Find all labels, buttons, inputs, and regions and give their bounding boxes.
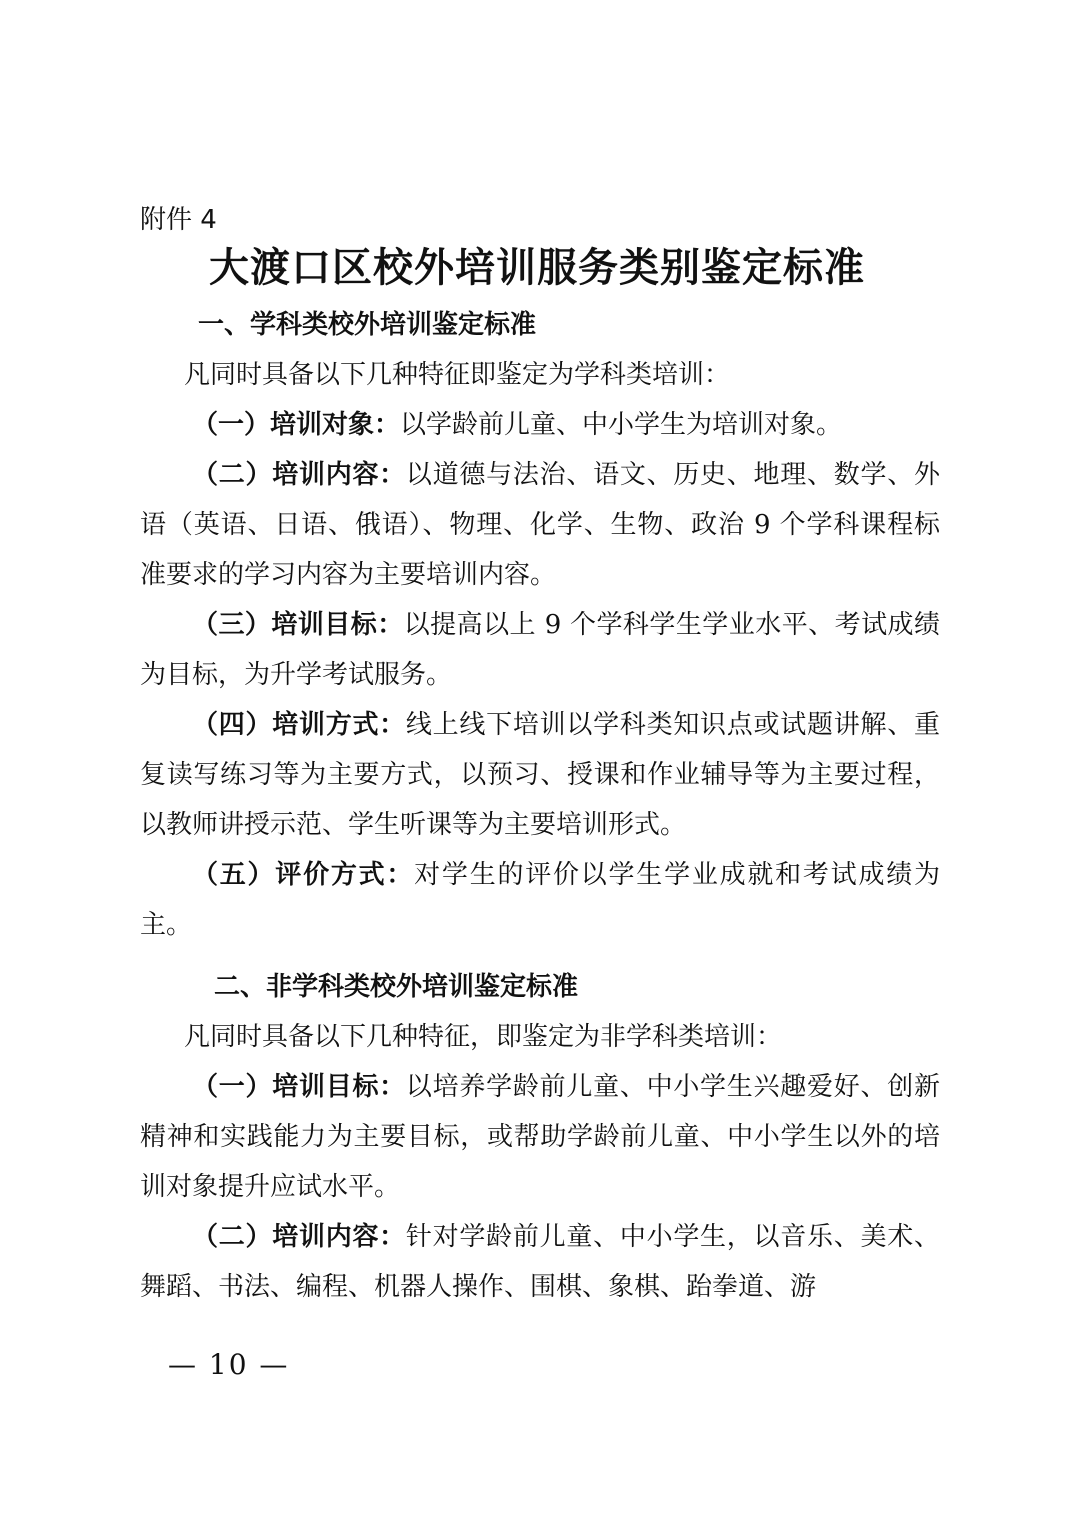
item-text: 对学生的评价以学生学业成就和考试成绩为主。 <box>140 860 940 940</box>
item-text: 以培养学龄前儿童、中小学生兴趣爱好、创新精神和实践能力为主要目标，或帮助学龄前儿童、中小学生以外的培训对象提升应试水平。 <box>140 1072 940 1202</box>
section-1-item-3 <box>140 600 940 700</box>
document-title: 大渡口区校外培训服务类别鉴定标准 <box>209 244 865 291</box>
section-1-item-1 <box>140 400 940 450</box>
item-text: 以学龄前儿童、中小学生为培训对象。 <box>400 410 843 440</box>
item-lead: （三）培训目标： <box>192 610 404 640</box>
section-2-item-2 <box>140 1212 940 1312</box>
section-1-item-5 <box>140 850 940 950</box>
item-lead: （五）评价方式： <box>192 860 415 890</box>
item-text: 以提高以上 9 个学科学生学业水平、考试成绩为目标，为升学考试服务。 <box>140 610 940 690</box>
item-lead: （二）培训内容： <box>192 1222 406 1252</box>
section-2-heading: 二、非学科类校外培训鉴定标准 <box>214 972 579 1002</box>
section-2-item-1 <box>140 1062 940 1212</box>
item-text: 以道德与法治、语文、历史、地理、数学、外语（英语、日语、俄语）、物理、化学、生物、政治 9 个学科课程标准要求的学习内容为主要培训内容。 <box>140 460 940 590</box>
item-lead: （四）培训方式： <box>192 710 406 740</box>
item-text: 针对学龄前儿童、中小学生，以音乐、美术、舞蹈、书法、编程、机器人操作、围棋、象棋、跆拳道、游 <box>140 1222 940 1302</box>
attachment-label: 附件 4 <box>140 205 217 235</box>
page-number: — 10 — <box>168 1348 290 1381</box>
section-2-intro: 凡同时具备以下几种特征，即鉴定为非学科类培训： <box>184 1022 783 1052</box>
item-lead: （一）培训目标： <box>192 1072 406 1102</box>
item-lead: （一）培训对象： <box>192 410 401 440</box>
section-1-item-2 <box>140 450 940 600</box>
section-1-item-4 <box>140 700 940 850</box>
section-1-intro: 凡同时具备以下几种特征即鉴定为学科类培训： <box>184 360 731 390</box>
document-body <box>140 300 940 1312</box>
section-1-heading: 一、学科类校外培训鉴定标准 <box>198 310 537 340</box>
item-text: 线上线下培训以学科类知识点或试题讲解、重复读写练习等为主要方式，以预习、授课和作业辅导等为主要过程，以教师讲授示范、学生听课等为主要培训形式。 <box>140 710 940 840</box>
item-lead: （二）培训内容： <box>192 460 406 490</box>
